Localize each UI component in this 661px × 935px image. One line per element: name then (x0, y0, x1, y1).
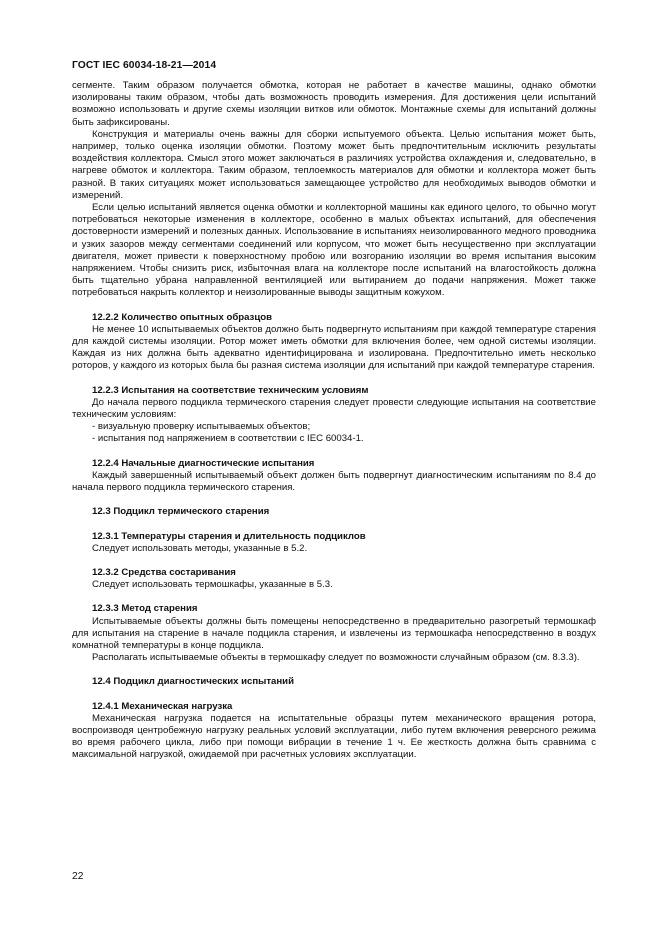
paragraph: Не менее 10 испытываемых объектов должно быть подвергнуто испытаниям при каждой температуре старения для каждой системы изоляции. Ротор может иметь обмотки для включения более, чем одной системы изоляции. Каждая из них должна быть адекватно идентифицирована и изолирована. Предпочтительно иметь несколько роторов, у каждого из которых была бы разная система изоляции для испытаний при каждой температуре старения. (72, 323, 596, 372)
paragraph: Следует использовать методы, указанные в 5.2. (92, 542, 308, 554)
section-heading: 12.4 Подцикл диагностических испытаний (92, 676, 294, 688)
section-heading: 12.4.1 Механическая нагрузка (92, 700, 233, 712)
list-item: - визуальную проверку испытываемых объектов; (92, 421, 311, 433)
paragraph: Располагать испытываемые объекты в термошкафу следует по возможности случайным образом (см. 8.3.3). (92, 652, 580, 664)
paragraph: Испытываемые объекты должны быть помещены непосредственно в предварительно разогретый термошкаф для испытания на старение в начале подцикла старения, и извлечены из термошкафа непосредственно в воздух комнатной температуры в конце подцикла. (72, 615, 596, 651)
page-number: 22 (72, 871, 84, 882)
section-heading: 12.3.3 Метод старения (92, 603, 198, 615)
document-body (72, 80, 596, 762)
paragraph: Конструкция и материалы очень важны для сборки испытуемого объекта. Целью испытания может быть, например, только оценка изоляции обмотки. Поэтому может быть предпочтительным исключить результаты воздействия коллектора. Смысл этого может заключаться в различиях устройства охлаждения и, следовательно, в нагреве обмоток и коллектора. Таким образом, теплоемкость материалов для обмотки и коллектора может быть разной. В таких ситуациях может использоваться замещающее устройство для необходимых выводов обмотки и измерений. (72, 128, 596, 201)
paragraph: Механическая нагрузка подается на испытательные образцы путем механического вращения ротора, воспроизводя центробежную нагрузку реальных условий эксплуатации, либо путем включения реверсного режима во время рабочего цикла, либо при помощи вибрации в течение 1 ч. Ее жесткость должна быть сравнима с максимальной нагрузкой, ожидаемой при расчетных условиях эксплуатации. (72, 712, 596, 761)
paragraph: До начала первого подцикла термического старения следует провести следующие испытания на соответствие техническим условиям: (72, 396, 596, 421)
section-heading: 12.2.4 Начальные диагностические испытания (92, 457, 315, 469)
paragraph: сегменте. Таким образом получается обмотка, которая не работает в качестве машины, однако обмотки изолированы таким образом, чтобы дать возможность проводить измерения. Для достижения цели испытаний возможно использовать и другие схемы изоляции витков или обмоток. Монтажные схемы для испытаний должны быть зафиксированы. (72, 80, 596, 128)
paragraph: Каждый завершенный испытываемый объект должен быть подвергнут диагностическим испытаниям по 8.4 до начала первого подцикла термического старения. (72, 469, 596, 494)
section-heading: 12.2.2 Количество опытных образцов (92, 311, 272, 323)
paragraph: Если целью испытаний является оценка обмотки и коллекторной машины как единого целого, то обычно могут потребоваться некоторые изменения в коллекторе, особенно в малых объектах испытаний, для обеспечения достоверности измерений и полезных данных. Использование в испытаниях неизолированного медного проводника и узких зазоров между сегментами соединений или корпусом, что может быть несущественно при эксплуатации двигателя, может привести к поверхностному пробою или возгоранию изоляции во время испытания высоким напряжением. Чтобы снизить риск, избыточная влага на коллекторе после испытаний на влагостойкость должна быть тщательно убрана направленной вентиляцией или вытиранием до подачи напряжения. Может также потребоваться накрыть коллектор и неизолированные выводы защитным кожухом. (72, 202, 596, 299)
paragraph: Следует использовать термошкафы, указанные в 5.3. (92, 579, 333, 591)
section-heading: 12.3.1 Температуры старения и длительность подциклов (92, 530, 366, 542)
section-heading: 12.3.2 Средства состаривания (92, 566, 236, 578)
section-heading: 12.2.3 Испытания на соответствие техническим условиям (92, 384, 369, 396)
document-header: ГОСТ IEC 60034-18-21—2014 (72, 60, 217, 71)
section-heading: 12.3 Подцикл термического старения (92, 506, 270, 518)
list-item: - испытания под напряжением в соответствии с IEC 60034-1. (92, 433, 364, 445)
